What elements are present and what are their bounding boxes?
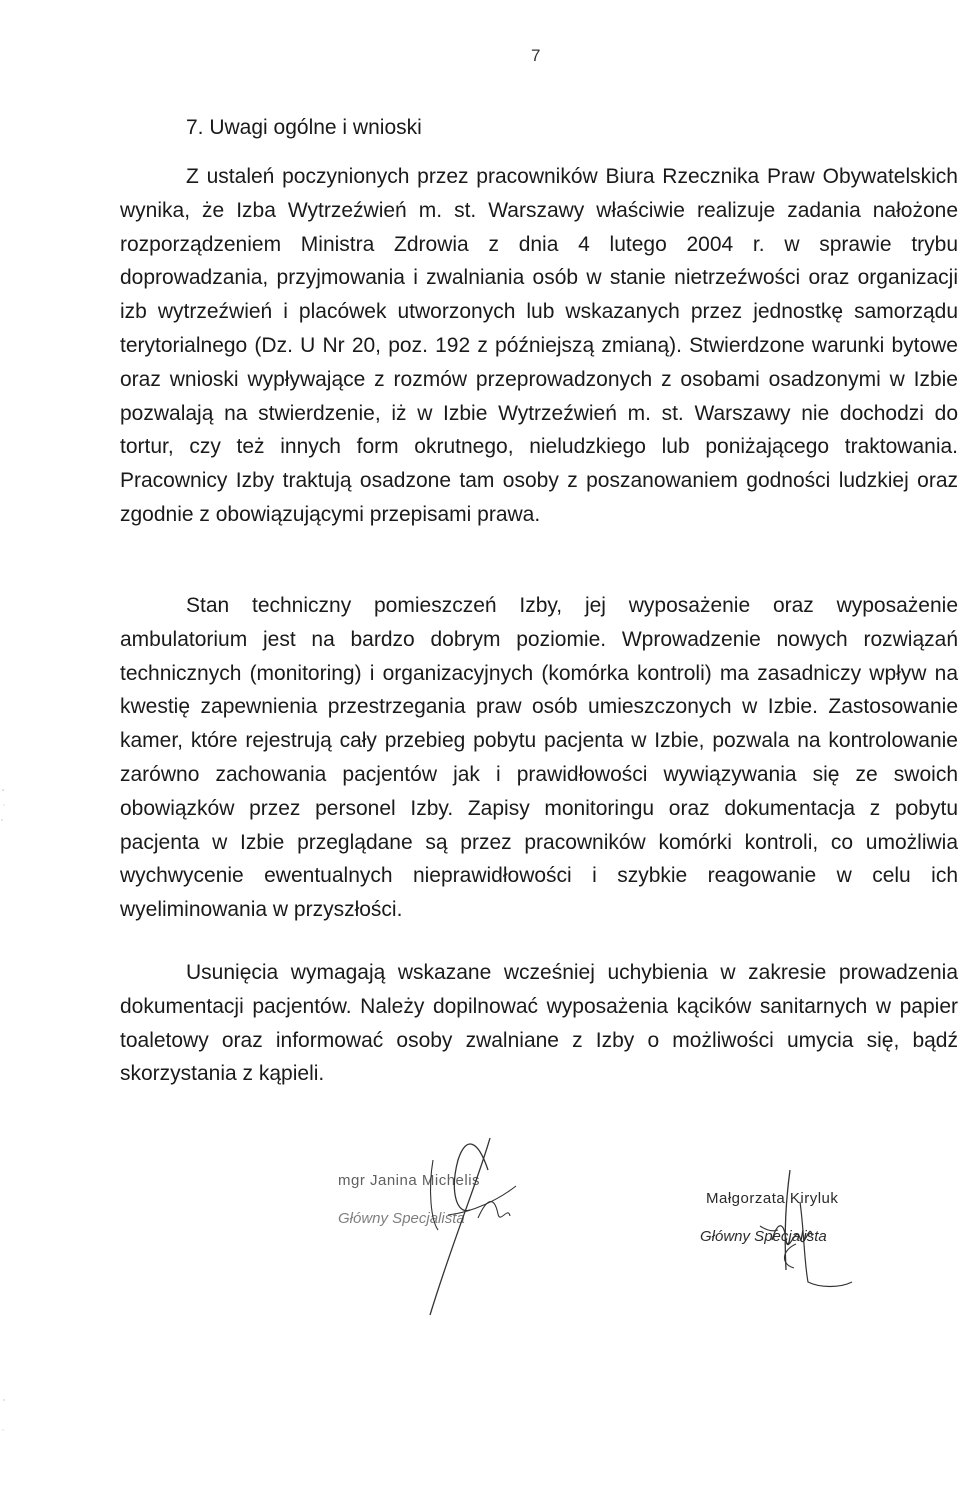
signature-name-left: mgr Janina Michelis <box>338 1172 481 1189</box>
signature-title-right: Główny Specjalista <box>700 1228 827 1245</box>
paragraph-text: Stan techniczny pomieszczeń Izby, jej wyposażenie oraz wyposażenie ambulatorium jest na bardzo dobrym poziomie. Wprowadzenie nowych rozwiązań technicznych (monitoring) i organizacyjnych (komórka kontroli) ma zasadniczy wpływ na kwestię zapewnienia przestrzegania praw osób umieszczonych w Izbie. Zastosowanie kamer, które rejestrują cały przebieg pobytu pacjenta w Izbie, pozwala na kontrolowanie zarówno zachowania pacjentów jak i prawidłowości wywiązywania się ze swoich obowiązków przez personel Izby. Zapisy monitoringu oraz dokumentacja z pobytu pacjenta w Izbie przeglądane są przez pracowników komórki kontroli, co umożliwia wychwycenie ewentualnych nieprawidłowości i szybkie reagowanie w celu ich wyeliminowania w przyszłości. <box>120 594 958 922</box>
signature-block-right <box>700 1160 930 1310</box>
paragraph <box>120 956 958 1091</box>
signature-name-right: Małgorzata Kiryluk <box>706 1190 839 1207</box>
paragraph <box>120 589 958 927</box>
scan-artifacts <box>0 660 8 1460</box>
paragraph-text: Usunięcia wymagają wskazane wcześniej uchybienia w zakresie prowadzenia dokumentacji pacjentów. Należy dopilnować wyposażenia kącików sanitarnych w papier toaletowy oraz informować osoby zwalniane z Izby o możliwości umycia się, bądź skorzystania z kąpieli. <box>120 961 958 1086</box>
paragraph <box>120 160 958 532</box>
page-number: 7 <box>531 46 541 65</box>
signature-block-left <box>338 1120 618 1320</box>
section-heading: 7. Uwagi ogólne i wnioski <box>186 116 422 139</box>
paragraph-text: Z ustaleń poczynionych przez pracowników Biura Rzecznika Praw Obywatelskich wynika, że Izba Wytrzeźwień m. st. Warszawy właściwie realizuje zadania nałożone rozporządzeniem Ministra Zdrowia z dnia 4 lutego 2004 r. w sprawie trybu doprowadzania, przyjmowania i zwalniania osób w stanie nietrzeźwości oraz organizacji izb wytrzeźwień i placówek utworzonych lub wskazanych przez jednostkę samorządu terytorialnego (Dz. U Nr 20, poz. 192 z późniejszą zmianą). Stwierdzone warunki bytowe oraz wnioski wypływające z rozmów przeprowadzonych z osobami osadzonymi w Izbie pozwalają na stwierdzenie, iż w Izbie Wytrzeźwień m. st. Warszawy nie dochodzi do tortur, czy też innych form okrutnego, nieludzkiego lub poniżającego traktowania. Pracownicy Izby traktują osadzone tam osoby z poszanowaniem godności ludzkiej oraz zgodnie z obowiązującymi przepisami prawa. <box>120 165 958 526</box>
signature-title-left: Główny Specjalista <box>338 1210 465 1227</box>
